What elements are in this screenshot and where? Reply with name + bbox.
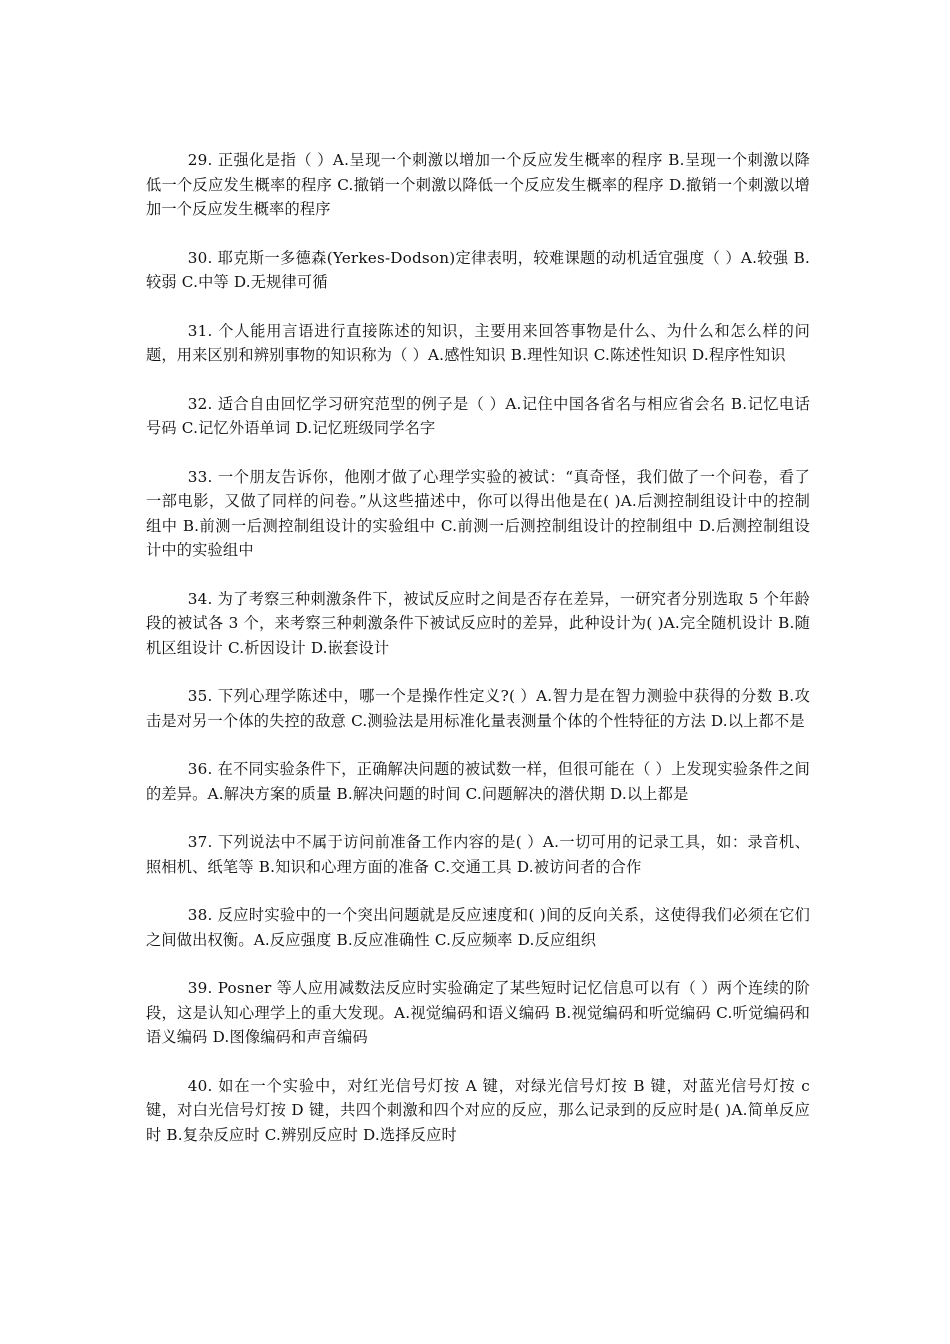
- question-40: 40. 如在一个实验中，对红光信号灯按 A 键，对绿光信号灯按 B 键，对蓝光信号灯按 c 键，对白光信号灯按 D 键，共四个刺激和四个对应的反应，那么记录到的反应时是( )A.简单反应时 B.复杂反应时 C.辨别反应时 D.选择反应时: [146, 1076, 810, 1144]
- question-35: 35. 下列心理学陈述中，哪一个是操作性定义?( ）A.智力是在智力测验中获得的分数 B.攻击是对另一个体的失控的敌意 C.测验法是用标准化量表测量个体的个性特征的方法 D.以上都不是: [146, 687, 810, 730]
- question-29: 29. 正强化是指（ ）A.呈现一个刺激以增加一个反应发生概率的程序 B.呈现一个刺激以降低一个反应发生概率的程序 C.撤销一个刺激以降低一个反应发生概率的程序 D.撤销一个刺激以增加一个反应发生概率的程序: [146, 151, 810, 218]
- question-31: 31. 个人能用言语进行直接陈述的知识，主要用来回答事物是什么、为什么和怎么样的问题，用来区别和辨别事物的知识称为（ ）A.感性知识 B.理性知识 C.陈述性知识 D.程序性知识: [146, 321, 810, 364]
- document-page: [146, 148, 810, 1171]
- question-39: 39. Posner 等人应用减数法反应时实验确定了某些短时记忆信息可以有（ ）两个连续的阶段，这是认知心理学上的重大发现。A.视觉编码和语义编码 B.视觉编码和听觉编码 C.听觉编码和语义编码 D.图像编码和声音编码: [146, 979, 810, 1046]
- question-37: 37. 下列说法中不属于访问前准备工作内容的是( ）A.一切可用的记录工具，如：录音机、照相机、纸笔等 B.知识和心理方面的准备 C.交通工具 D.被访问者的合作: [146, 833, 810, 876]
- question-30: 30. 耶克斯一多德森(Yerkes-Dodson)定律表明，较难课题的动机适宜强度（ ）A.较强 B.较弱 C.中等 D.无规律可循: [146, 248, 810, 291]
- question-34: 34. 为了考察三种刺激条件下，被试反应时之间是否存在差异，一研究者分别选取 5 个年龄段的被试各 3 个，来考察三种刺激条件下被试反应时的差异，此种设计为( )A.完全随机设计 B.随机区组设计 C.析因设计 D.嵌套设计: [146, 589, 810, 657]
- question-32: 32. 适合自由回忆学习研究范型的例子是（ ）A.记住中国各省名与相应省会名 B.记忆电话号码 C.记忆外语单词 D.记忆班级同学名字: [146, 394, 810, 437]
- question-33: 33. 一个朋友告诉你，他刚才做了心理学实验的被试：“真奇怪，我们做了一个问卷，看了一部电影，又做了同样的问卷。”从这些描述中，你可以得出他是在( )A.后测控制组设计中的控制组中 B.前测一后测控制组设计的实验组中 C.前测一后测控制组设计的控制组中 D.后测控制组设计中的实验组中: [146, 467, 810, 559]
- question-38: 38. 反应时实验中的一个突出问题就是反应速度和( )间的反向关系，这使得我们必须在它们之间做出权衡。A.反应强度 B.反应准确性 C.反应频率 D.反应组织: [146, 906, 810, 949]
- question-36: 36. 在不同实验条件下，正确解决问题的被试数一样，但很可能在（ ）上发现实验条件之间的差异。A.解决方案的质量 B.解决问题的时间 C.问题解决的潜伏期 D.以上都是: [146, 760, 810, 803]
